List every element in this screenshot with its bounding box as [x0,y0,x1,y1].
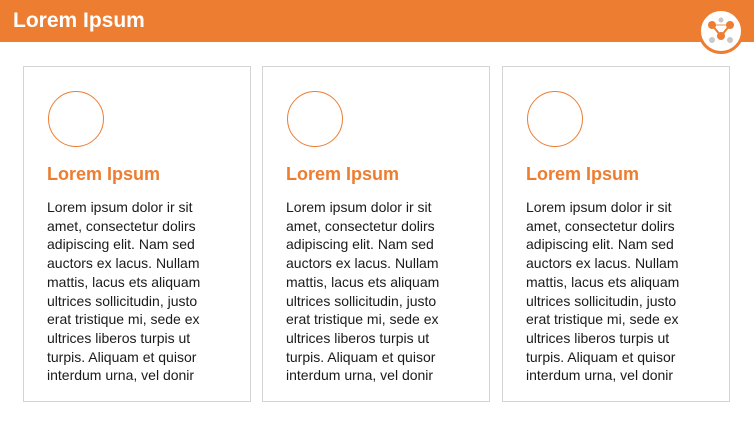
card-icon-circle [527,91,583,147]
card-body-text: Lorem ipsum dolor ir sit amet, consectetur dolirs adipiscing elit. Nam sed auctors ex lacus. Nullam mattis, lacus ets aliquam ultrices sollicitudin, justo erat tristique mi, sede ex ultrices liberos turpis ut turpis. Aliquam et quisor interdum urna, vel donir [286,199,440,384]
card-icon-circle [48,91,104,147]
card-title: Lorem Ipsum [47,164,161,184]
card-1 [23,66,251,402]
card-body-text: Lorem ipsum dolor ir sit amet, consectetur dolirs adipiscing elit. Nam sed auctors ex lacus. Nullam mattis, lacus ets aliquam ultrices sollicitudin, justo erat tristique mi, sede ex ultrices liberos turpis ut turpis. Aliquam et quisor interdum urna, vel donir [526,199,680,384]
card-3 [502,66,730,402]
card-2 [262,66,490,402]
card-body-text: Lorem ipsum dolor ir sit amet, consectetur dolirs adipiscing elit. Nam sed auctors ex lacus. Nullam mattis, lacus ets aliquam ultrices sollicitudin, justo erat tristique mi, sede ex ultrices liberos turpis ut turpis. Aliquam et quisor interdum urna, vel donir [47,199,201,384]
network-nodes-icon [698,8,744,54]
page-title: Lorem Ipsum [13,9,145,32]
card-title: Lorem Ipsum [526,164,640,184]
card-title: Lorem Ipsum [286,164,400,184]
header-bar [0,0,754,42]
card-icon-circle [287,91,343,147]
